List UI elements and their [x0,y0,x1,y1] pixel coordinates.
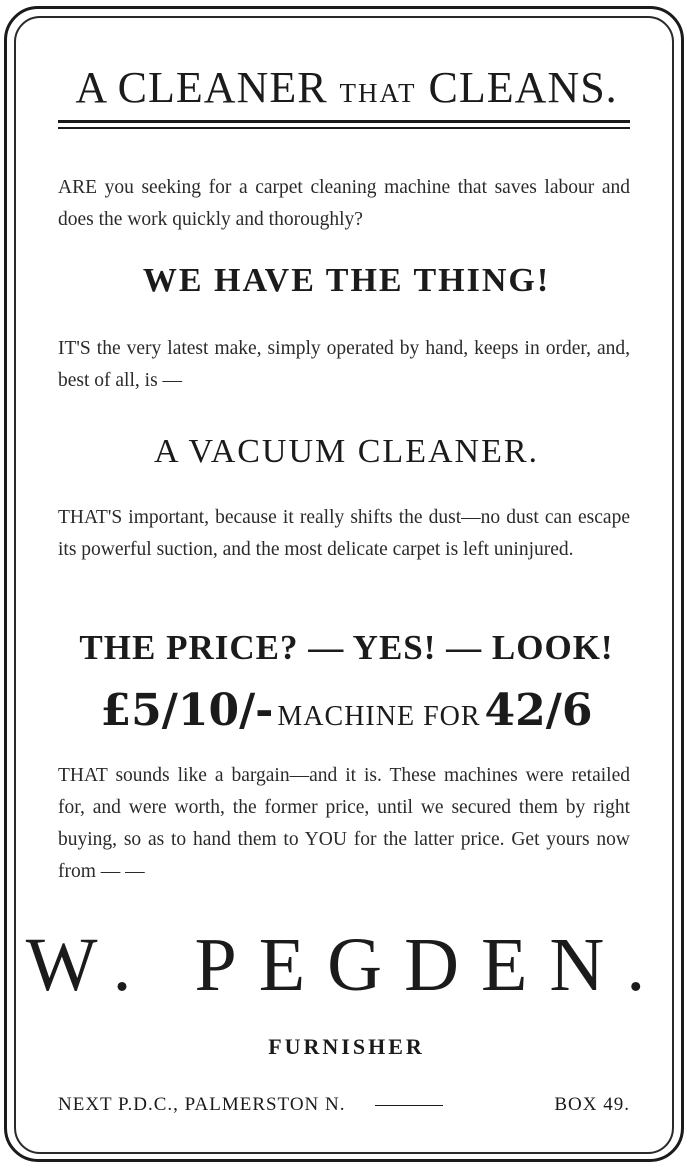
address-divider [375,1105,443,1106]
intro-paragraph: ARE you seeking for a carpet cleaning machine that saves labour and does the work quickly and thoroughly? [58,177,630,230]
headline-price: THE PRICE? — YES! — LOOK! [79,628,614,667]
price-offer [0,685,693,736]
merchant-trade: FURNISHER [268,1034,425,1059]
headline-thing: WE HAVE THE THING! [142,262,551,299]
title-rule-thick [58,120,630,123]
title-part-1: A CLEANER [75,63,328,112]
title-part-2: THAT [339,78,417,108]
title-part-3: CLEANS. [428,63,618,112]
description-paragraph: IT'S the very latest make, simply operated by hand, keeps in order, and, best of all, is — [58,338,630,391]
address-row [58,1094,630,1116]
suction-paragraph: THAT'S important, because it really shifts the dust—no dust can escape its powerful suction, and the most delicate carpet is left uninjured. [58,507,630,560]
bargain-paragraph: THAT sounds like a bargain—and it is. These machines were retailed for, and were worth, the former price, until we secured them by right buying, so as to hand them to YOU for the latter price. Get yours now from — — [58,765,630,882]
headline-vacuum: A VACUUM CLEANER. [153,433,540,470]
new-price: 42/6 [484,685,593,736]
old-price: £5/10/- [100,685,274,736]
merchant-address: NEXT P.D.C., PALMERSTON N. [58,1094,346,1115]
merchant-name: W. PEGDEN. [25,923,668,1007]
ad-title [0,62,693,119]
box-number: BOX 49. [554,1094,630,1115]
title-rule-thin [58,127,630,129]
offer-text: MACHINE FOR [277,701,481,732]
